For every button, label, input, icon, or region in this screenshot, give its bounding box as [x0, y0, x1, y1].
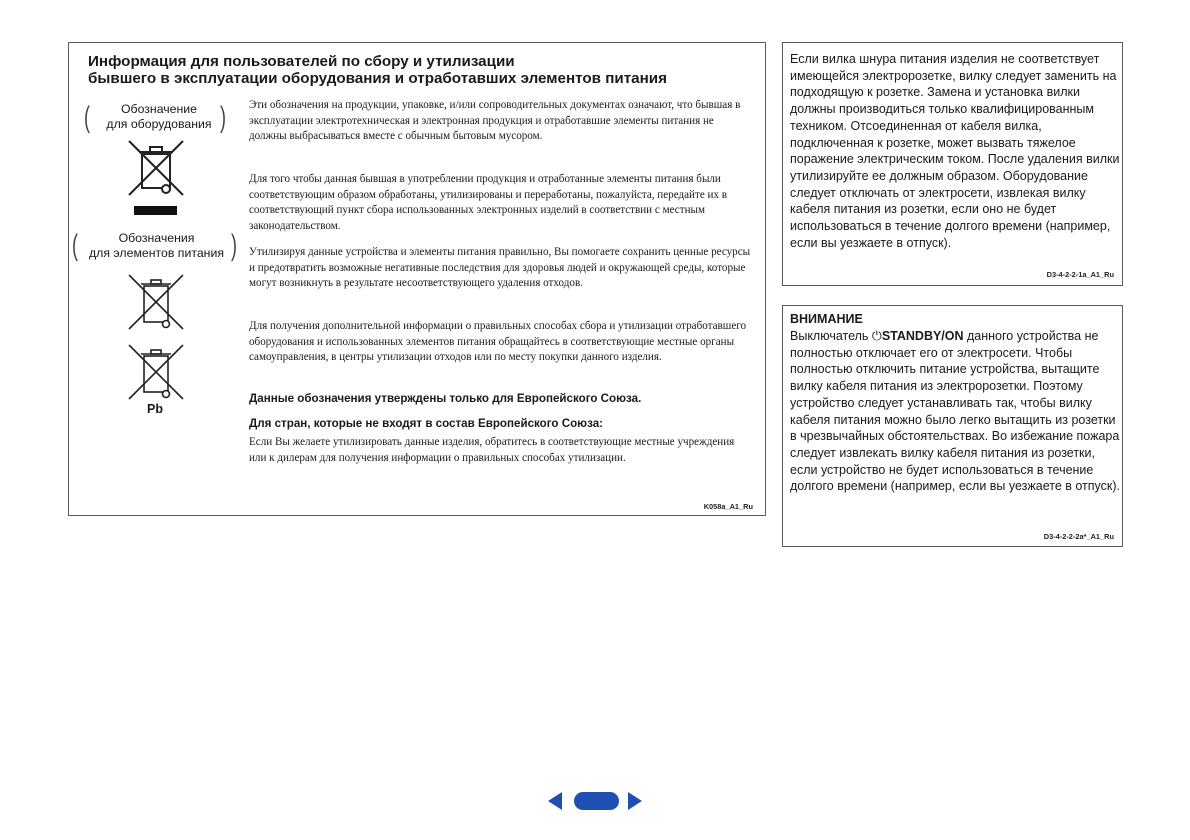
prev-page-icon[interactable] [548, 792, 562, 810]
solid-bar [134, 206, 177, 215]
weee-title: Информация для пользователей по сбору и утилизации бывшего в эксплуатации оборудования и отработавших элементов питания [88, 53, 667, 87]
paren-left: ( [84, 101, 90, 134]
doc-code: D3-4-2-2-2a*_A1_Ru [1043, 532, 1114, 541]
crossed-bin-icon [126, 342, 186, 402]
paragraph-4: Для получения дополнительной информации о правильных способах сбора и утилизации отработавшего оборудования и использованных элементов питания обращайтесь в соответствующие местные органы самоуправления, в центры утилизации отходов или по месту покупки данного изделия. [249, 320, 747, 364]
eu-notice: Данные обозначения утверждены только для Европейского Союза. [249, 392, 642, 405]
home-icon[interactable] [574, 792, 619, 810]
non-eu-heading: Для стран, которые не входят в состав Европейского Союза: [249, 417, 604, 430]
caution-text: Выключатель ⏻STANDBY/ON данного устройства не полностью отключает его от электросети. Чтобы полностью отключить питание устройства, вытащите вилку кабеля питания из электророзетки. Поэтому устройство следует устанавливать так, чтобы вилку кабеля питания можно было легко вытащить из розетки в чрезвычайных обстоятельствах. Во избежание пожара следует извлекать вилку кабеля питания из розетки, если устройство не будет использоваться в течение долгого времени (например, если вы уезжаете в отпуск). [790, 329, 1120, 494]
battery-symbol-label: Обозначения для элементов питания [89, 231, 224, 260]
non-eu-text: Если Вы желаете утилизировать данные изделия, обратитесь в соответствующие местные учреждения или к дилерам для получения информации о правильных способах утилизации. [249, 436, 735, 464]
doc-code: D3-4-2-2-1a_A1_Ru [1046, 270, 1114, 279]
doc-code: K058a_A1_Ru [703, 502, 753, 511]
crossed-bin-icon [126, 138, 186, 198]
weee-info-box [68, 42, 766, 516]
paren-right: ) [231, 229, 237, 262]
paren-right: ) [220, 101, 226, 134]
next-page-icon[interactable] [628, 792, 642, 810]
paragraph-3: Утилизируя данные устройства и элементы питания правильно, Вы помогаете сохранить ценные ресурсы и предотвратить возможные негативные последствия для здоровья людей и окружающей среды, которые могут возникнуть в результате несоответствующего удаления отходов. [249, 246, 751, 290]
standby-icon: ⏻ [871, 329, 882, 343]
standby-label: STANDBY/ON [881, 329, 964, 343]
equipment-symbol-label: Обозначение для оборудования [106, 102, 212, 131]
pb-label: Pb [147, 402, 163, 416]
caution-heading: ВНИМАНИЕ [790, 312, 863, 326]
paragraph-1: Эти обозначения на продукции, упаковке, и/или сопроводительных документах означают, что бывшая в эксплуатации электротехническая и электронная продукция и отработавшие элементы питания не должны выбрасываться вместе с обычным бытовым мусором. [249, 99, 741, 143]
paren-left: ( [72, 229, 78, 262]
crossed-bin-icon [126, 272, 186, 332]
plug-info-box [782, 42, 1123, 286]
caution-box [782, 305, 1123, 547]
plug-text: Если вилка шнура питания изделия не соответствует имеющейся электророзетке, вилку следует заменить на подходящую к розетке. Замена и установка вилки должны производиться только квалифицированным техником. Отсоединенная от кабеля вилка, подключенная к розетке, может вызвать тяжелое поражение электрическим током. После удаления вилки утилизируйте ее должным образом. Оборудование следует отключать от электросети, извлекая вилку кабеля питания из розетки, если оно не будет использоваться в течение долгого времени (например, если вы уезжаете в отпуск). [790, 52, 1120, 250]
paragraph-2: Для того чтобы данная бывшая в употреблении продукция и отработанные элементы питания были соответствующим образом обработаны, утилизированы и переработаны, пожалуйста, передайте их в соответствующий пункт сбора использованных электронных изделий в соответствии с местным законодательством. [249, 173, 728, 232]
